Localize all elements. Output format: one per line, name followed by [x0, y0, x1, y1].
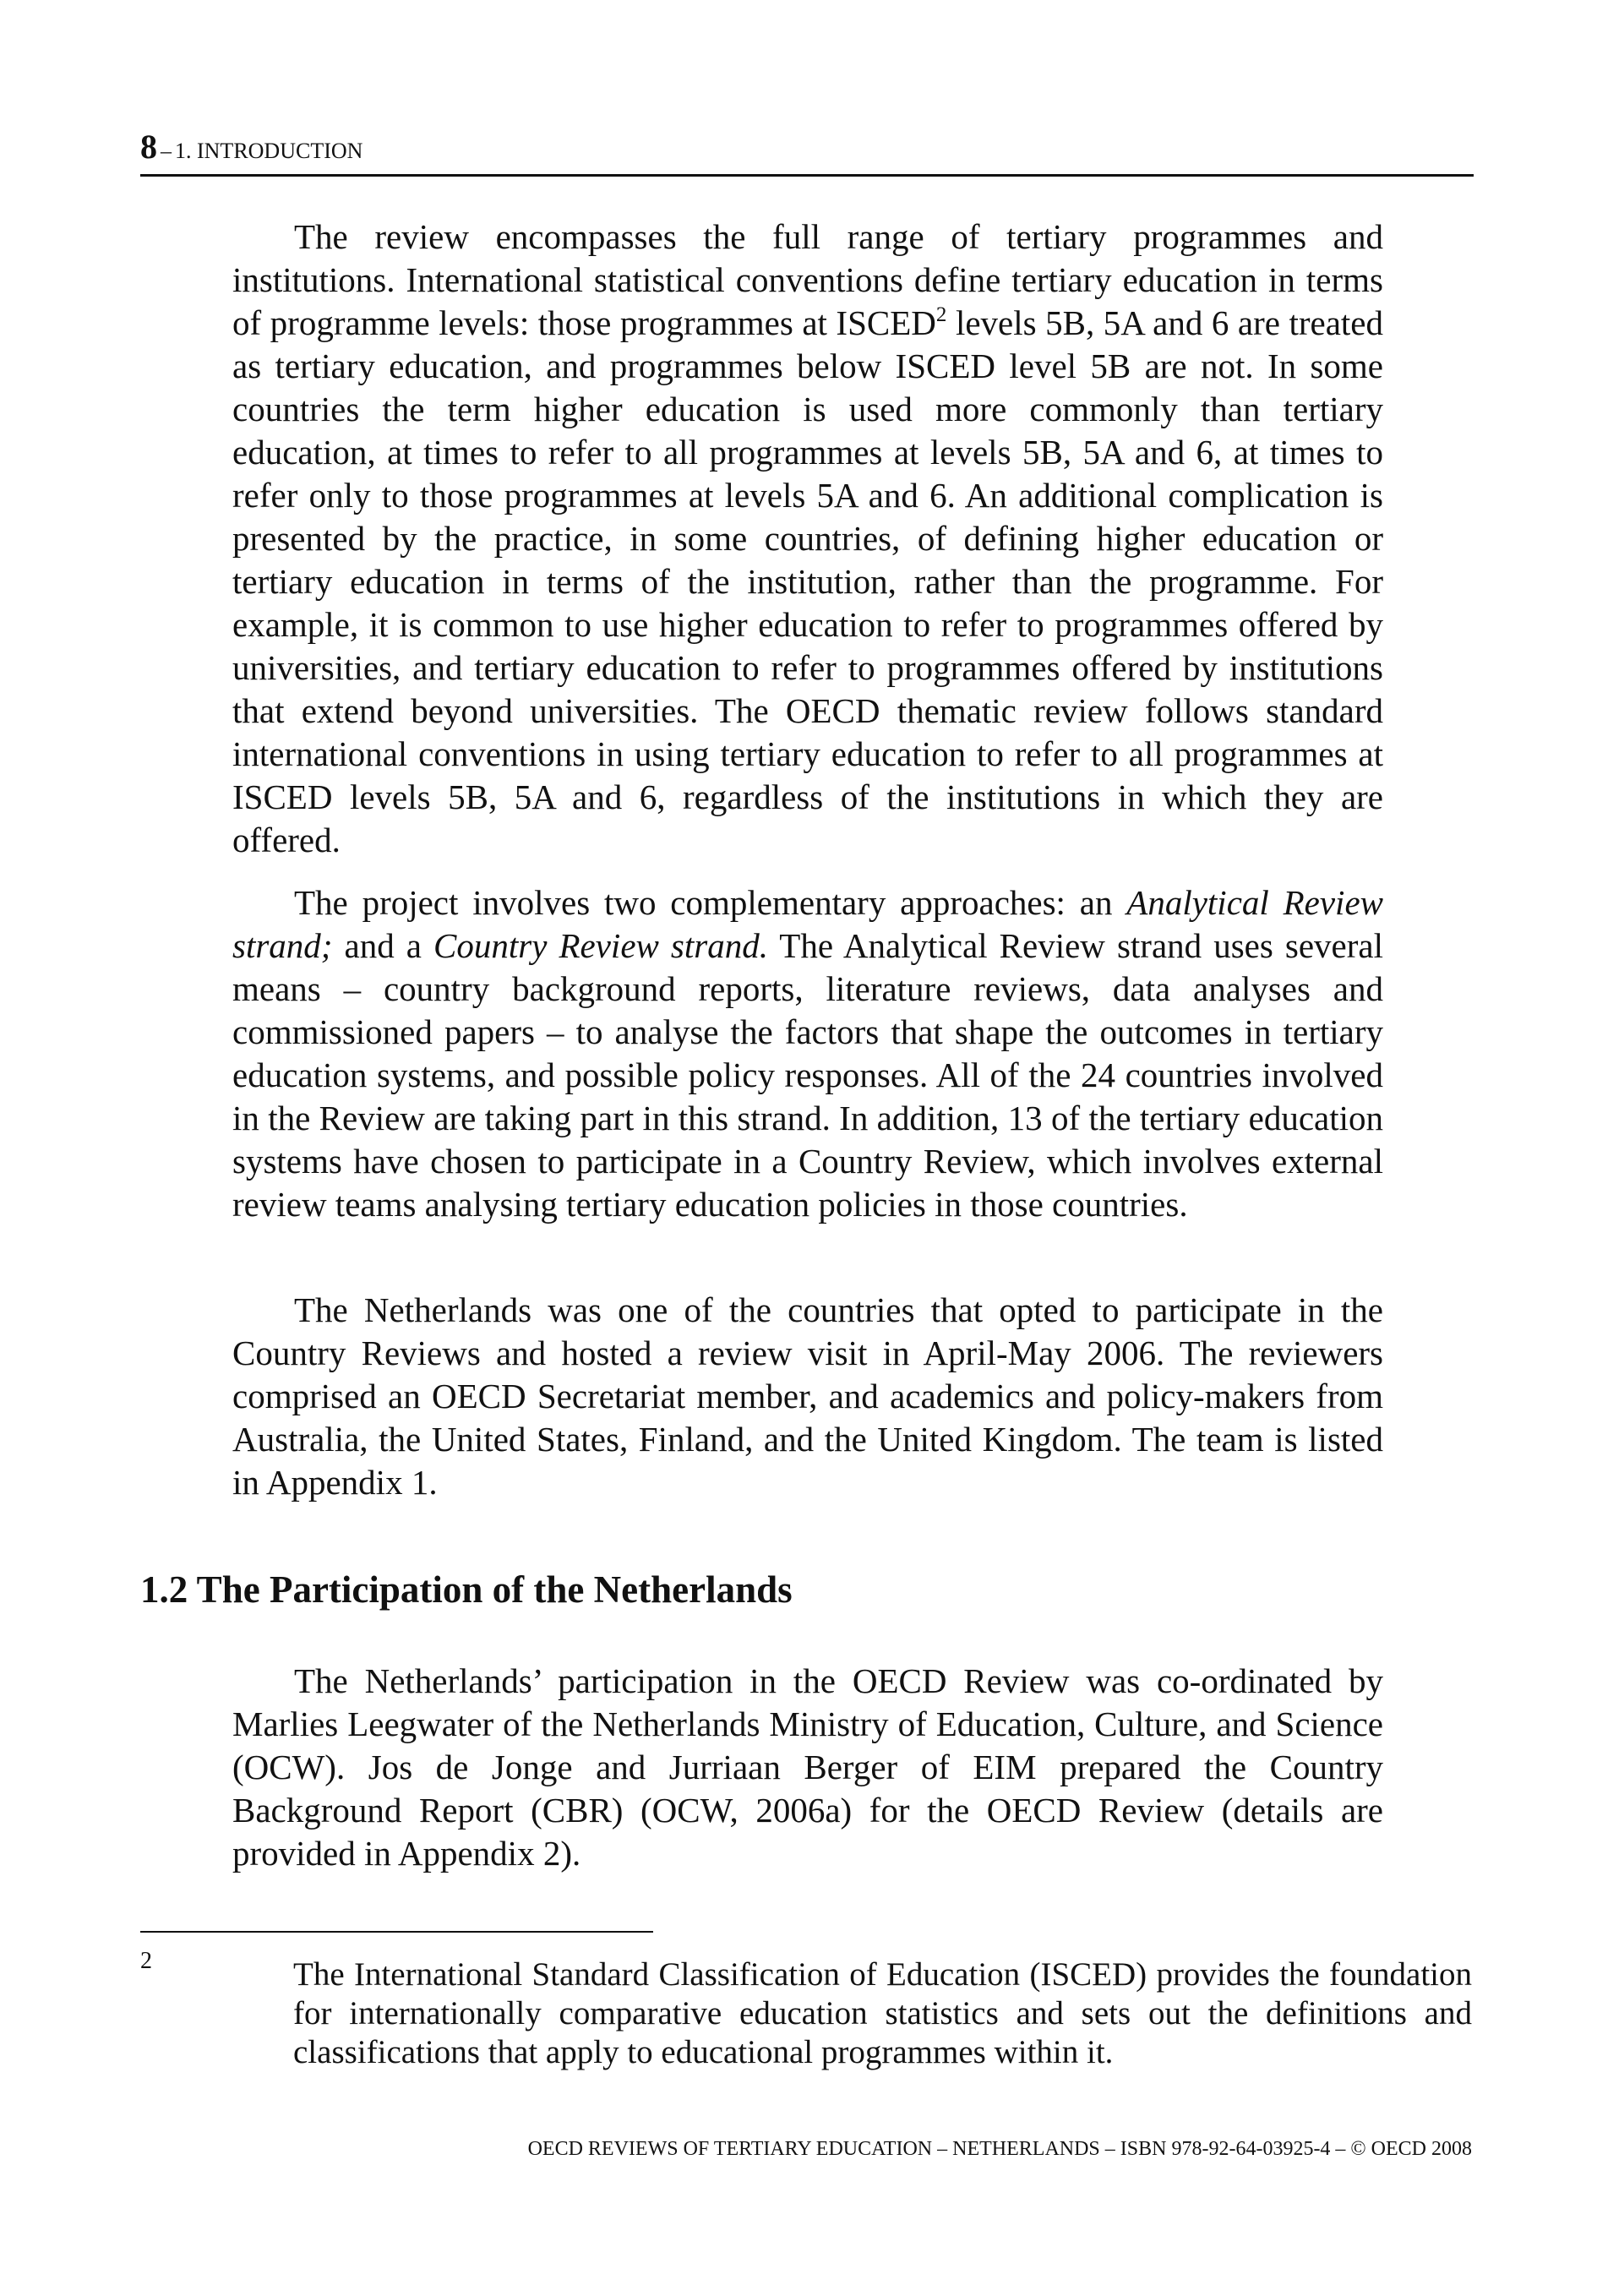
- paragraph-text: The Netherlands’ participation in the OECD Review was co-ordinated by Marlies Leegwater of the Netherlands Ministry of Education, Culture, and Science (OCW). Jos de Jonge and Jurriaan Berger of EIM prepared the Country Background Report (CBR) (OCW, 2006a) for the OECD Review (details are provided in Appendix 2).: [232, 1661, 1383, 1873]
- paragraph-text: and a: [332, 926, 434, 965]
- footnote-divider: [140, 1931, 653, 1933]
- footnote-text: The International Standard Classification of Education (ISCED) provides the foundation for internationally comparative education statistics and sets out the definitions and classifications that apply to educational programmes within it.: [293, 1956, 1472, 2070]
- emphasis-analytical-review: Analytical Review strand;: [232, 883, 1383, 965]
- page-footer: OECD REVIEWS OF TERTIARY EDUCATION – NETHERLANDS – ISBN 978-92-64-03925-4 – © OECD 2008: [527, 2138, 1472, 2160]
- footnote-reference[interactable]: 2: [935, 303, 947, 326]
- header-separator: –: [161, 139, 172, 163]
- page-number: 8: [140, 128, 157, 166]
- paragraph-tertiary-scope: [232, 215, 1383, 862]
- paragraph-netherlands-review: [232, 1289, 1383, 1504]
- section-heading: 1.2 The Participation of the Netherlands: [140, 1568, 793, 1611]
- paragraph-text: The review encompasses the full range of tertiary programmes and institutions. International statistical conventions define tertiary education in terms of programme levels: those programmes at ISCED: [232, 217, 1383, 342]
- paragraph-project-approaches: [232, 881, 1383, 1226]
- paragraph-participation: [232, 1660, 1383, 1875]
- section-label: 1. INTRODUCTION: [175, 139, 363, 163]
- running-header: [140, 127, 1474, 177]
- paragraph-text: The Netherlands was one of the countries that opted to participate in the Country Reviews and hosted a review visit in April-May 2006. The reviewers comprised an OECD Secretariat member, and academics and policy-makers from Australia, the United States, Finland, and the United Kingdom. The team is listed in Appendix 1.: [232, 1290, 1383, 1502]
- paragraph-text: levels 5B, 5A and 6 are treated as tertiary education, and programmes below ISCED level 5B are not. In some countries the term higher education is used more commonly than tertiary education, at times to refer to all programmes at levels 5B, 5A and 6, at times to refer only to those programmes at levels 5A and 6. An additional complication is presented by the practice, in some countries, of defining higher education or tertiary education in terms of the institution, rather than the programme. For example, it is common to use higher education to refer to programmes offered by universities, and tertiary education to refer to programmes offered by institutions that extend beyond universities. The OECD thematic review follows standard international conventions in using tertiary education to refer to all programmes at ISCED levels 5B, 5A and 6, regardless of the institutions in which they are offered.: [232, 303, 1383, 859]
- paragraph-text: The project involves two complementary approaches: an: [294, 883, 1127, 922]
- emphasis-country-review: Country Review strand.: [433, 926, 768, 965]
- footnote-number: 2: [140, 1948, 152, 1974]
- paragraph-text: The Analytical Review strand uses several means – country background reports, literature reviews, data analyses and commissioned papers – to analyse the factors that shape the outcomes in tertiary education systems, and possible policy responses. All of the 24 countries involved in the Review are taking part in this strand. In addition, 13 of the tertiary education systems have chosen to participate in a Country Review, which involves external review teams analysing tertiary education policies in those countries.: [232, 926, 1383, 1224]
